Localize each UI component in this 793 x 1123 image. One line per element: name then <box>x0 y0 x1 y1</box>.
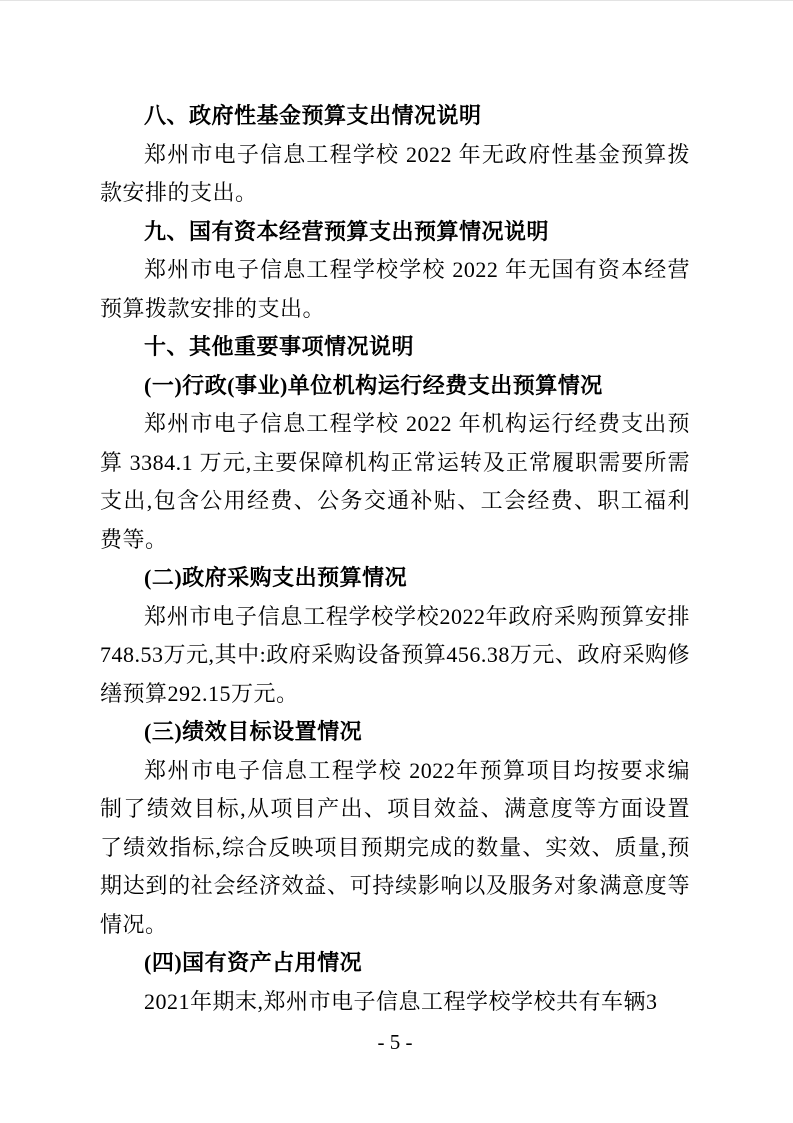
subsection-heading-4: (四)国有资产占用情况 <box>144 950 363 975</box>
subsection-heading-3: (三)绩效目标设置情况 <box>144 719 363 744</box>
subsection-3-paragraph: 郑州市电子信息工程学校 2022年预算项目均按要求编制了绩效目标,从项目产出、项目效益、满意度等方面设置了绩效指标,综合反映项目预期完成的数量、实效、质量,预期达到的社会经济效益、可持续影响以及服务对象满意度等情况。 <box>100 757 690 937</box>
section-9-paragraph: 郑州市电子信息工程学校学校 2022 年无国有资本经营预算拨款安排的支出。 <box>100 257 690 321</box>
section-heading-9: 九、国有资本经营预算支出预算情况说明 <box>144 218 550 244</box>
subsection-heading-2: (二)政府采购支出预算情况 <box>144 565 408 590</box>
document-page <box>0 1 793 1123</box>
section-heading-8: 八、政府性基金预算支出情况说明 <box>144 103 482 128</box>
subsection-4-paragraph: 2021年期末,郑州市电子信息工程学校学校共有车辆3 <box>144 988 658 1014</box>
subsection-2-paragraph: 郑州市电子信息工程学校学校2022年政府采购预算安排748.53万元,其中:政府采购设备预算456.38万元、政府采购修缮预算292.15万元。 <box>100 603 690 706</box>
section-heading-10: 十、其他重要事项情况说明 <box>144 334 415 359</box>
page-number: - 5 - <box>377 1030 413 1054</box>
section-8-paragraph: 郑州市电子信息工程学校 2022 年无政府性基金预算拨款安排的支出。 <box>100 141 690 205</box>
subsection-heading-1: (一)行政(事业)单位机构运行经费支出预算情况 <box>144 372 603 398</box>
subsection-1-paragraph: 郑州市电子信息工程学校 2022 年机构运行经费支出预算 3384.1 万元,主要保障机构正常运转及正常履职需要所需支出,包含公用经费、公务交通补贴、工会经费、职工福利费等。 <box>100 411 690 552</box>
